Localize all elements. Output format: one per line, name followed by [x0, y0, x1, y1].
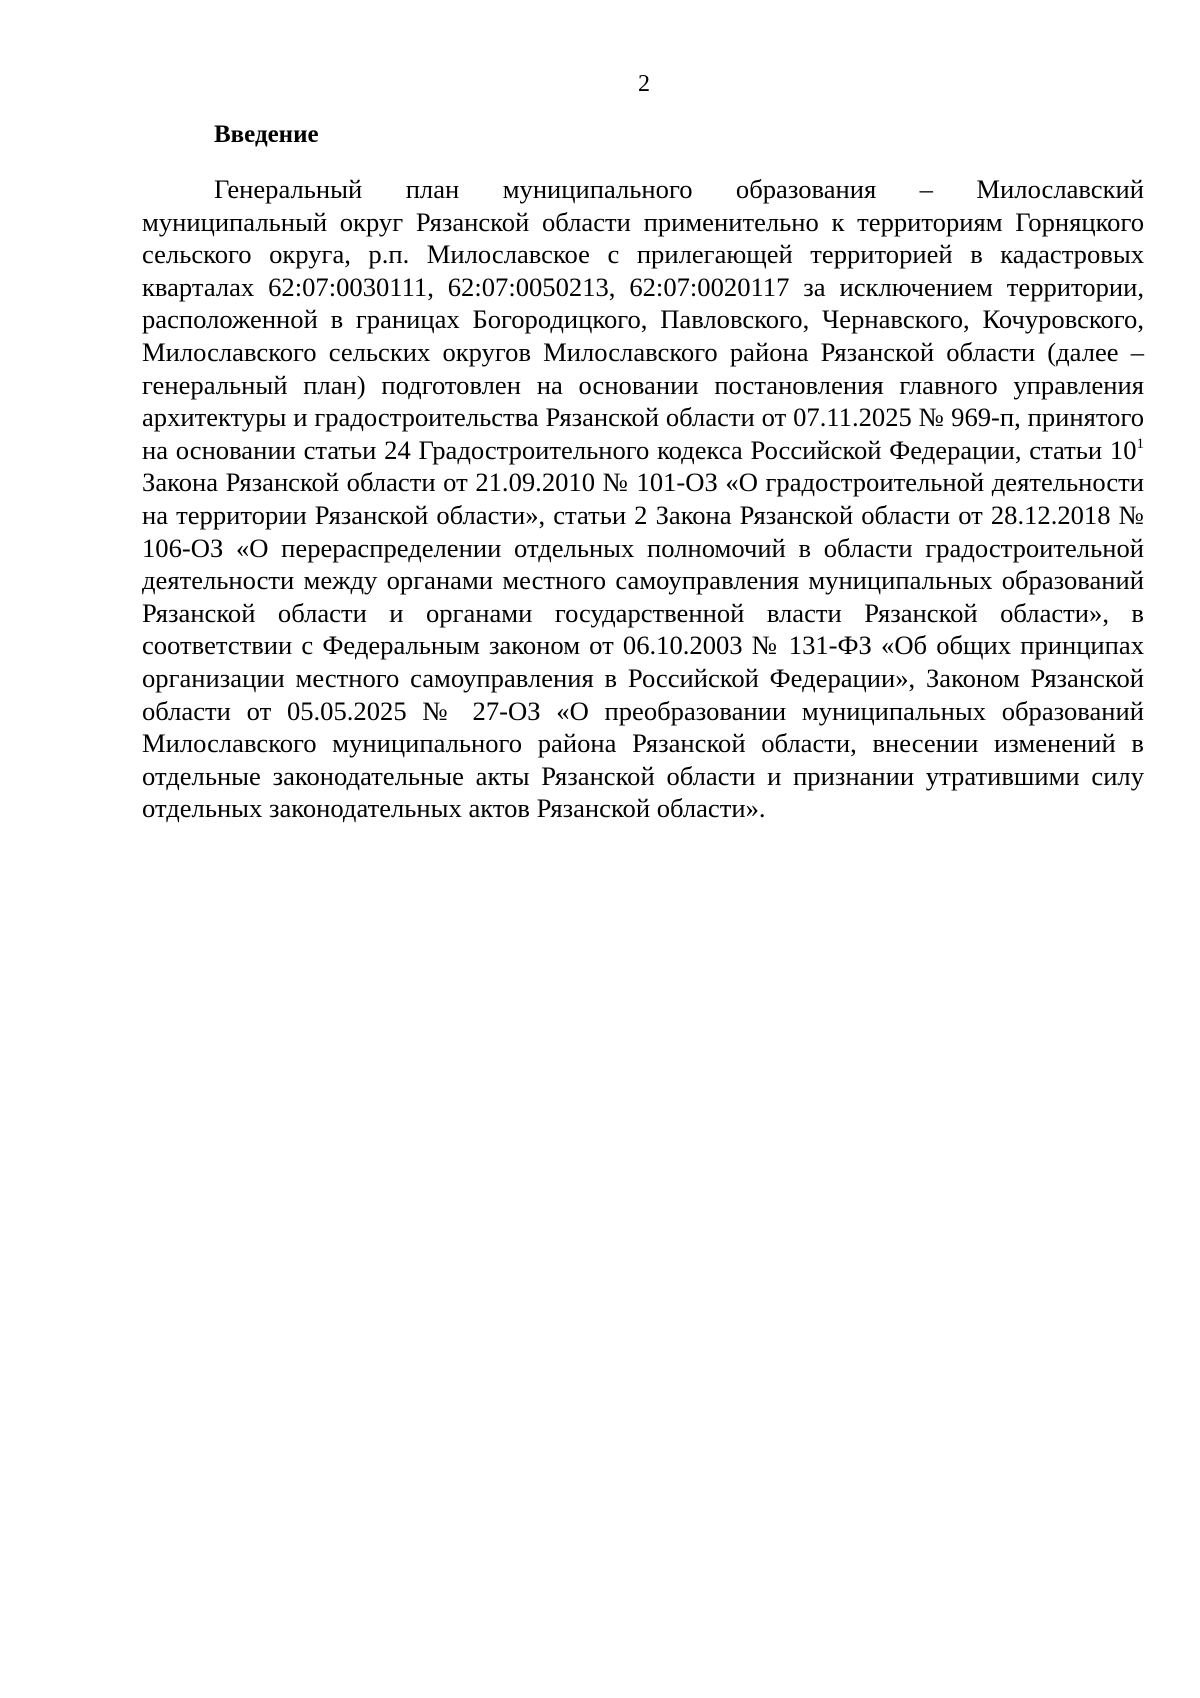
article-superscript: 1	[1136, 435, 1144, 452]
paragraph-text-start: Генеральный план муниципального образования – Милославский муниципальный округ Рязанской области применительно к территориям Горняцкого сельского округа, р.п. Милославское с прилегающей территорией в кадастровых кварталах 62:07:0030111, 62:07:0050213, 62:07:0020117 за исключением территории, расположенной в границах Богородицкого, Павловского, Чернавского, Кочуровского, Милославского сельских округов Милославского района Рязанской области (далее – генеральный план) подготовлен на основании постановления главного управления архитектуры и градостроительства Рязанской области от 07.11.2025 № 969-п, принятого на основании статьи 24 Градостроительного кодекса Российской Федерации, статьи 10	[142, 174, 1144, 465]
page-number: 2	[638, 71, 650, 97]
section-heading: Введение	[214, 121, 319, 148]
body-paragraph	[142, 173, 1144, 825]
paragraph-text-end: Закона Рязанской области от 21.09.2010 № 101-ОЗ «О градостроительной деятельности на территории Рязанской области», статьи 2 Закона Рязанской области от 28.12.2018 № 106-ОЗ «О перераспределении отдельных полномочий в области градостроительной деятельности между органами местного самоуправления муниципальных образований Рязанской области и органами государственной власти Рязанской области», в соответствии с Федеральным законом от 06.10.2003 № 131-ФЗ «Об общих принципах организации местного самоуправления в Российской Федерации», Законом Рязанской области от 05.05.2025 № 27-ОЗ «О преобразовании муниципальных образований Милославского муниципального района Рязанской области, внесении изменений в отдельные законодательные акты Рязанской области и признании утратившими силу отдельных законодательных актов Рязанской области».	[142, 467, 1144, 824]
